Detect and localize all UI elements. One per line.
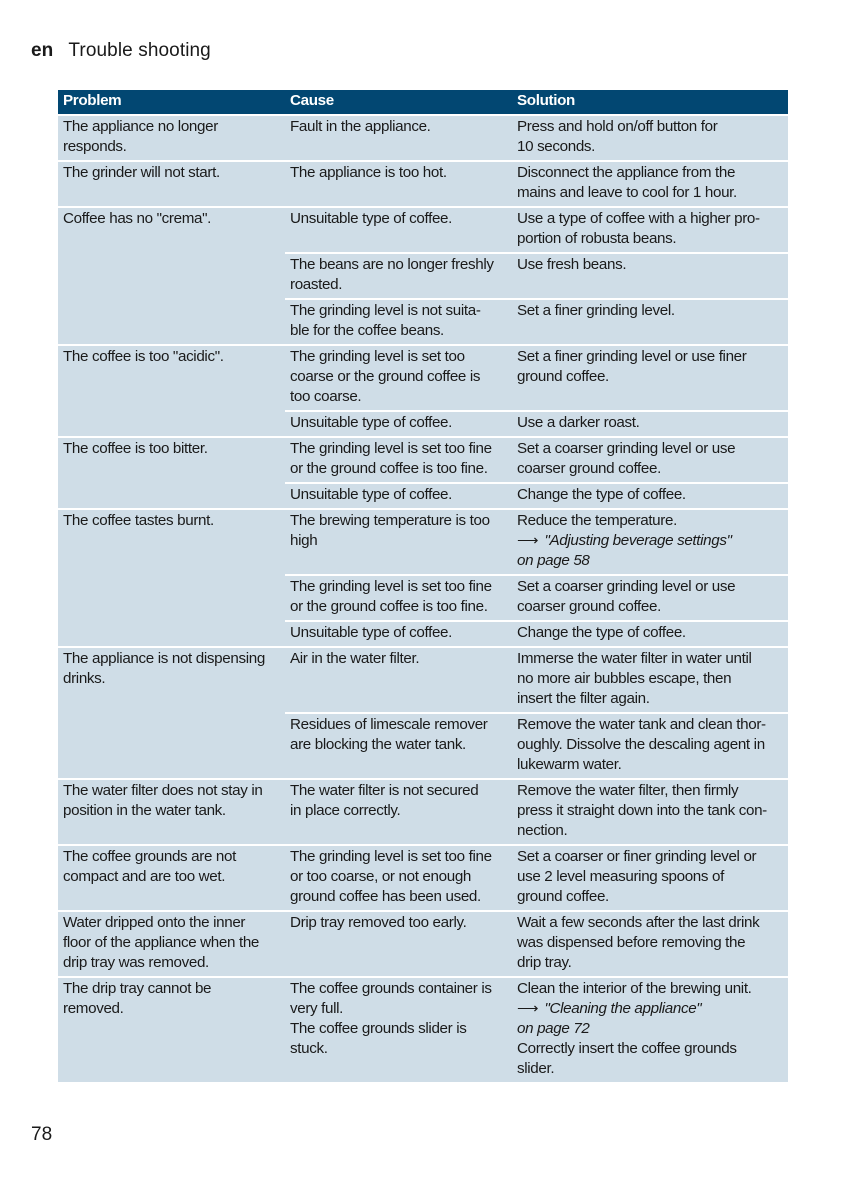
cross-reference	[517, 531, 785, 551]
table-row	[285, 162, 788, 206]
cause-text: The water filter is not secured	[290, 782, 479, 799]
cause-cell	[285, 346, 512, 410]
language-code: en	[31, 40, 54, 61]
cause-solution-rows	[285, 846, 788, 910]
solution-text: Change the type of coffee.	[517, 624, 686, 641]
cause-cell	[285, 484, 512, 508]
cause-cell	[285, 254, 512, 298]
cause-text: high	[290, 532, 318, 549]
cause-text: Unsuitable type of coffee.	[290, 210, 453, 227]
cause-text: ground coffee has been used.	[290, 888, 481, 905]
cause-cell	[285, 714, 512, 778]
cross-reference	[517, 1019, 785, 1039]
solution-text: nection.	[517, 822, 568, 839]
table-group	[58, 438, 788, 508]
table-group	[58, 510, 788, 646]
solution-cell	[512, 346, 788, 410]
cause-text: in place correctly.	[290, 802, 401, 819]
cause-text: or the ground coffee is too fine.	[290, 598, 488, 615]
cause-text: stuck.	[290, 1040, 328, 1057]
cause-cell	[285, 576, 512, 620]
cause-cell	[285, 846, 512, 910]
solution-text: Disconnect the appliance from the	[517, 164, 736, 181]
table-row	[285, 252, 788, 298]
page-number: 78	[31, 1124, 53, 1145]
table-row	[285, 912, 788, 976]
table-group	[58, 116, 788, 160]
table-row	[285, 510, 788, 574]
cross-reference-text: on page 72	[517, 1020, 590, 1037]
solution-text: Use a darker roast.	[517, 414, 640, 431]
problem-cell	[58, 978, 285, 1082]
problem-text: The coffee grounds are not	[63, 848, 236, 865]
problem-cell	[58, 162, 285, 206]
problem-text: floor of the appliance when the	[63, 934, 260, 951]
table-group	[58, 846, 788, 910]
cause-text: The beans are no longer freshly	[290, 256, 494, 273]
cause-text: The coffee grounds container is	[290, 980, 492, 997]
table-group	[58, 978, 788, 1082]
solution-cell	[512, 576, 788, 620]
solution-text: Remove the water filter, then firmly	[517, 782, 739, 799]
problem-cell	[58, 438, 285, 508]
cause-text: too coarse.	[290, 388, 362, 405]
solution-text: Correctly insert the coffee grounds	[517, 1040, 737, 1057]
problem-cell	[58, 346, 285, 436]
cause-solution-rows	[285, 510, 788, 646]
cause-cell	[285, 622, 512, 646]
cause-cell	[285, 162, 512, 206]
solution-cell	[512, 300, 788, 344]
cause-text: Unsuitable type of coffee.	[290, 414, 453, 431]
cause-cell	[285, 300, 512, 344]
solution-cell	[512, 162, 788, 206]
problem-text: The coffee tastes burnt.	[63, 512, 214, 529]
cause-text: The grinding level is set too fine	[290, 440, 492, 457]
cause-text: Unsuitable type of coffee.	[290, 624, 453, 641]
problem-text: The grinder will not start.	[63, 164, 220, 181]
solution-text: lukewarm water.	[517, 756, 622, 773]
problem-text: The water filter does not stay in	[63, 782, 263, 799]
cause-text: Residues of limescale remover	[290, 716, 488, 733]
cause-text: The grinding level is not suita-	[290, 302, 481, 319]
problem-text: Water dripped onto the inner	[63, 914, 246, 931]
cause-text: The appliance is too hot.	[290, 164, 447, 181]
column-header-problem: Problem	[63, 92, 122, 109]
solution-cell	[512, 622, 788, 646]
table-row	[285, 712, 788, 778]
cause-text: The grinding level is set too fine	[290, 578, 492, 595]
solution-cell	[512, 412, 788, 436]
problem-text: The coffee is too "acidic".	[63, 348, 224, 365]
table-row	[285, 298, 788, 344]
table-group	[58, 346, 788, 436]
table-group	[58, 208, 788, 344]
table-group	[58, 162, 788, 206]
solution-text: Press and hold on/off button for	[517, 118, 718, 135]
table-row	[285, 438, 788, 482]
solution-text: was dispensed before removing the	[517, 934, 746, 951]
problem-cell	[58, 648, 285, 778]
problem-cell	[58, 510, 285, 646]
page-header	[31, 40, 211, 62]
cause-text: coarse or the ground coffee is	[290, 368, 481, 385]
problem-cell	[58, 780, 285, 844]
cause-text: are blocking the water tank.	[290, 736, 466, 753]
table-body	[58, 116, 788, 1082]
cross-reference	[517, 999, 785, 1019]
table-row	[285, 208, 788, 252]
cause-text: The coffee grounds slider is	[290, 1020, 467, 1037]
cause-text: roasted.	[290, 276, 343, 293]
column-header-cause: Cause	[290, 92, 334, 109]
solution-text: use 2 level measuring spoons of	[517, 868, 724, 885]
solution-text: Set a finer grinding level.	[517, 302, 675, 319]
cause-solution-rows	[285, 208, 788, 344]
problem-text: Coffee has no "crema".	[63, 210, 212, 227]
solution-cell	[512, 912, 788, 976]
cause-cell	[285, 780, 512, 844]
solution-text: ground coffee.	[517, 368, 609, 385]
solution-text: coarser ground coffee.	[517, 460, 661, 477]
cause-text: or too coarse, or not enough	[290, 868, 472, 885]
table-row	[285, 648, 788, 712]
cause-solution-rows	[285, 912, 788, 976]
cross-reference-text: on page 58	[517, 552, 590, 569]
solution-text: Reduce the temperature.	[517, 512, 677, 529]
arrow-right-icon: ⟶	[517, 532, 539, 549]
solution-cell	[512, 714, 788, 778]
solution-text: Immerse the water filter in water until	[517, 650, 752, 667]
solution-cell	[512, 780, 788, 844]
solution-text: oughly. Dissolve the descaling agent in	[517, 736, 765, 753]
solution-cell	[512, 254, 788, 298]
section-title: Trouble shooting	[68, 40, 211, 61]
solution-text: mains and leave to cool for 1 hour.	[517, 184, 737, 201]
solution-text: Use a type of coffee with a higher pro-	[517, 210, 760, 227]
solution-cell	[512, 438, 788, 482]
solution-text: Remove the water tank and clean thor-	[517, 716, 766, 733]
table-row	[285, 116, 788, 160]
table-row	[285, 346, 788, 410]
problem-text: The coffee is too bitter.	[63, 440, 208, 457]
cross-reference-text: "Cleaning the appliance"	[544, 1000, 702, 1017]
cross-reference	[517, 551, 785, 571]
problem-text: drip tray was removed.	[63, 954, 209, 971]
table-group	[58, 648, 788, 778]
cause-cell	[285, 978, 512, 1082]
problem-text: The appliance is not dispensing	[63, 650, 265, 667]
solution-text: press it straight down into the tank con-	[517, 802, 767, 819]
cause-cell	[285, 912, 512, 976]
cause-solution-rows	[285, 648, 788, 778]
problem-cell	[58, 116, 285, 160]
solution-text: Change the type of coffee.	[517, 486, 686, 503]
cause-cell	[285, 208, 512, 252]
cause-text: Drip tray removed too early.	[290, 914, 467, 931]
cause-solution-rows	[285, 438, 788, 508]
solution-text: portion of robusta beans.	[517, 230, 677, 247]
cause-cell	[285, 116, 512, 160]
cause-text: The grinding level is set too fine	[290, 848, 492, 865]
arrow-right-icon: ⟶	[517, 1000, 539, 1017]
cause-solution-rows	[285, 346, 788, 436]
solution-text: ground coffee.	[517, 888, 609, 905]
cause-cell	[285, 438, 512, 482]
problem-text: The drip tray cannot be	[63, 980, 212, 997]
solution-text: Wait a few seconds after the last drink	[517, 914, 760, 931]
table-row	[285, 780, 788, 844]
table-group	[58, 912, 788, 976]
solution-cell	[512, 846, 788, 910]
solution-text: Set a coarser grinding level or use	[517, 440, 736, 457]
cause-cell	[285, 510, 512, 574]
solution-text: Set a finer grinding level or use finer	[517, 348, 747, 365]
cause-text: The brewing temperature is too	[290, 512, 490, 529]
solution-text: slider.	[517, 1060, 555, 1077]
solution-text: Set a coarser or finer grinding level or	[517, 848, 757, 865]
problem-cell	[58, 912, 285, 976]
problem-text: The appliance no longer	[63, 118, 218, 135]
problem-text: responds.	[63, 138, 127, 155]
column-header-solution: Solution	[517, 92, 575, 109]
cause-cell	[285, 412, 512, 436]
problem-text: drinks.	[63, 670, 106, 687]
solution-text: Clean the interior of the brewing unit.	[517, 980, 752, 997]
table-row	[285, 410, 788, 436]
table-row	[285, 846, 788, 910]
solution-text: no more air bubbles escape, then	[517, 670, 732, 687]
table-row	[285, 978, 788, 1082]
cause-solution-rows	[285, 978, 788, 1082]
table-row	[285, 620, 788, 646]
problem-text: compact and are too wet.	[63, 868, 226, 885]
solution-text: Use fresh beans.	[517, 256, 627, 273]
problem-text: position in the water tank.	[63, 802, 226, 819]
trouble-shooting-table	[58, 90, 788, 1082]
cause-text: ble for the coffee beans.	[290, 322, 444, 339]
problem-text: removed.	[63, 1000, 124, 1017]
table-row	[285, 574, 788, 620]
solution-cell	[512, 484, 788, 508]
solution-cell	[512, 978, 788, 1082]
solution-text: 10 seconds.	[517, 138, 596, 155]
cause-solution-rows	[285, 116, 788, 160]
cross-reference-text: "Adjusting beverage settings"	[544, 532, 732, 549]
cause-text: Air in the water filter.	[290, 650, 420, 667]
solution-cell	[512, 116, 788, 160]
cause-text: or the ground coffee is too fine.	[290, 460, 488, 477]
cause-text: Unsuitable type of coffee.	[290, 486, 453, 503]
solution-text: Set a coarser grinding level or use	[517, 578, 736, 595]
solution-cell	[512, 510, 788, 574]
solution-text: coarser ground coffee.	[517, 598, 661, 615]
cause-cell	[285, 648, 512, 712]
solution-text: drip tray.	[517, 954, 572, 971]
cause-solution-rows	[285, 162, 788, 206]
solution-cell	[512, 648, 788, 712]
solution-text: insert the filter again.	[517, 690, 650, 707]
table-group	[58, 780, 788, 844]
cause-text: very full.	[290, 1000, 344, 1017]
table-header-row	[58, 90, 788, 114]
cause-solution-rows	[285, 780, 788, 844]
problem-cell	[58, 208, 285, 344]
table-row	[285, 482, 788, 508]
problem-cell	[58, 846, 285, 910]
cause-text: Fault in the appliance.	[290, 118, 431, 135]
cause-text: The grinding level is set too	[290, 348, 465, 365]
solution-cell	[512, 208, 788, 252]
